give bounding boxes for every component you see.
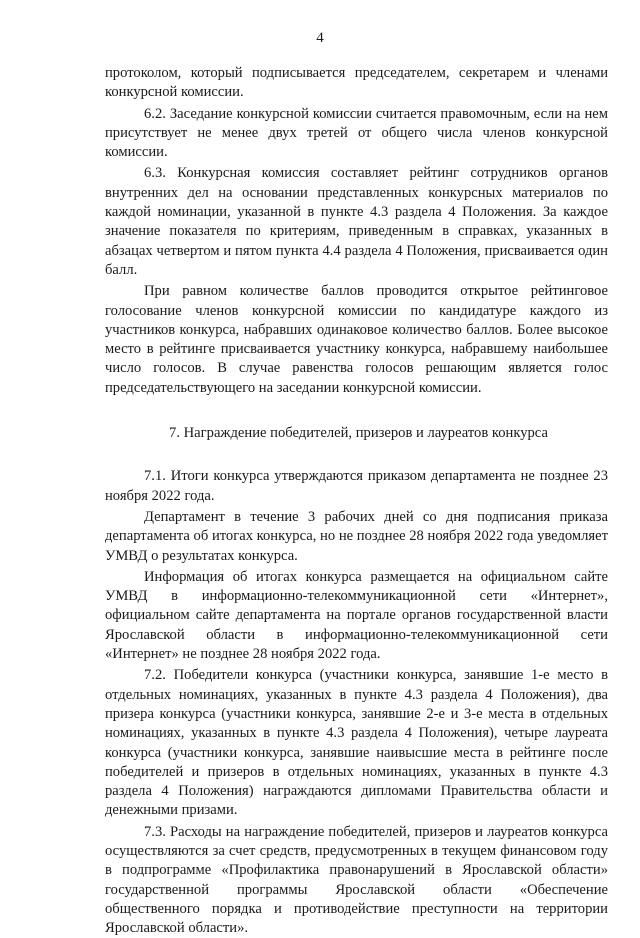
- paragraph-publication: Информация об итогах конкурса размещается на официальном сайте УМВД в информационно-телекоммуникационной сети «Интернет», официальном сайте департамента на портале органов государственной власти Ярославской области в информационно-телекоммуникационной сети «Интернет» не позднее 28 ноября 2022 года.: [105, 568, 608, 663]
- paragraph-7-2: 7.2. Победители конкурса (участники конкурса, занявшие 1-е место в отдельных номинациях, указанных в пункте 4.3 раздела 4 Положения), два призера конкурса (участники конкурса, занявшие 2-е и 3-е места в отдельных номинациях, указанных в пункте 4.3 раздела 4 Положения), четыре лауреата конкурса (участники конкурса, занявшие наивысшие места в рейтинге после победителей и призеров в отдельных номинациях, указанных в пункте 4.3 раздела 4 Положения) награждаются дипломами Правительства области и денежными призами.: [105, 667, 608, 819]
- page-number: 4: [316, 30, 324, 46]
- paragraph-6-2: 6.2. Заседание конкурсной комиссии считается правомочным, если на нем присутствует не менее двух третей от общего числа членов конкурсной комиссии.: [105, 105, 608, 161]
- paragraph-notification: Департамент в течение 3 рабочих дней со дня подписания приказа департамента об итогах конкурса, но не позднее 28 ноября 2022 года уведомляет УМВД о результатах конкурса.: [105, 508, 608, 564]
- paragraph-6-3: 6.3. Конкурсная комиссия составляет рейтинг сотрудников органов внутренних дел на основании представленных конкурсных материалов по каждой номинации, указанной в пункте 4.3 раздела 4 Положения. За каждое значение показателя по критериям, приведенным в справках, указанных в абзацах четвертом и пятом пункта 4.4 раздела 4 Положения, присваивается один балл.: [105, 165, 608, 278]
- section-heading-7: 7. Награждение победителей, призеров и лауреатов конкурса: [169, 425, 548, 442]
- document-body: [105, 64, 608, 938]
- paragraph-7-1: 7.1. Итоги конкурса утверждаются приказом департамента не позднее 23 ноября 2022 года.: [105, 468, 608, 504]
- paragraph-equal-score-vote: При равном количестве баллов проводится открытое рейтинговое голосование членов конкурсной комиссии по кандидатуре каждого из участников конкурса, набравших одинаковое количество баллов. Более высокое место в рейтинге присваивается участнику конкурса, набравшему наибольшее число голосов. В случае равенства голосов решающим является голос председательствующего на заседании конкурсной комиссии.: [105, 283, 608, 396]
- paragraph-continuation: протоколом, который подписывается председателем, секретарем и членами конкурсной комиссии.: [105, 65, 608, 101]
- paragraph-7-3: 7.3. Расходы на награждение победителей, призеров и лауреатов конкурса осуществляются за счет средств, предусмотренных в текущем финансовом году в подпрограмме «Профилактика правонарушений в Ярославской области» государственной программы Ярославской области «Обеспечение общественного порядка и противодействие преступности на территории Ярославской области».: [105, 823, 608, 937]
